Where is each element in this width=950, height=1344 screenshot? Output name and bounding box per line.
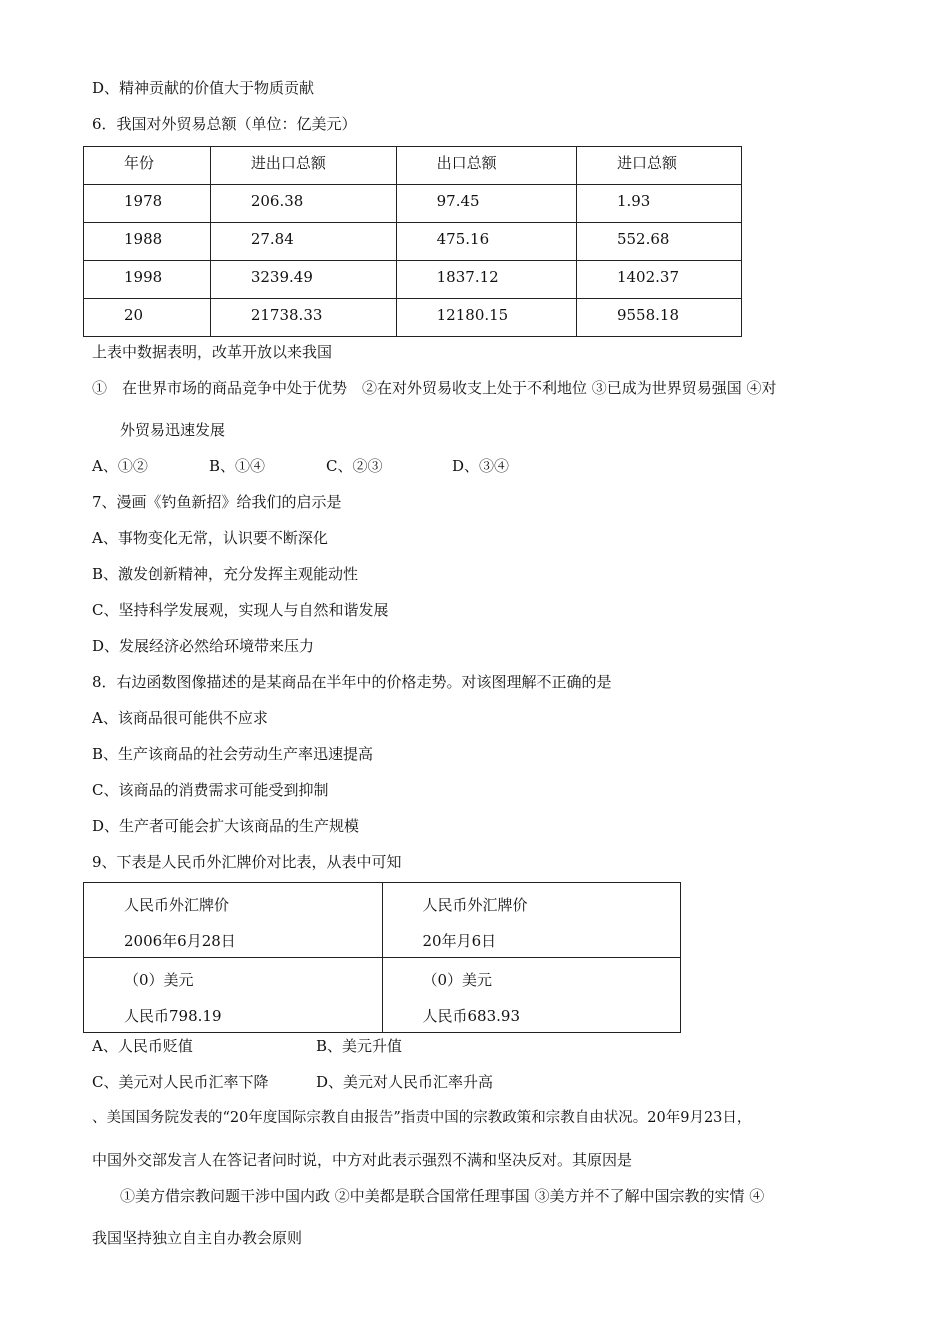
right-value: 人民币683.93 xyxy=(422,1007,520,1025)
option-b: B、美元升值 xyxy=(316,1037,403,1055)
table-cell: 206.38 xyxy=(250,192,304,210)
left-value: 人民币798.19 xyxy=(124,1007,222,1025)
table-cell: 3239.49 xyxy=(250,268,313,286)
left-unit: （0）美元 xyxy=(124,971,194,989)
table-row xyxy=(84,958,681,1033)
question-9-options-row-2 xyxy=(92,1072,493,1092)
question-10-stem-line-2: 中国外交部发言人在答记者问时说，中方对此表示强烈不满和坚决反对。其原因是 xyxy=(92,1151,633,1169)
table-row xyxy=(84,223,742,261)
question-5-option-d: D、精神贡献的价值大于物质贡献 xyxy=(92,79,315,97)
header-export: 出口总额 xyxy=(436,154,497,172)
table-cell: 552.68 xyxy=(616,230,670,248)
question-6-title: 6．我国对外贸易总额（单位：亿美元） xyxy=(92,115,357,133)
left-title: 人民币外汇牌价 xyxy=(124,896,230,914)
table-cell: 20 xyxy=(124,306,144,324)
header-total: 进出口总额 xyxy=(250,154,326,172)
question-10-stem-line-1: 、美国国务院发表的“20年度国际宗教自由报告”指责中国的宗教政策和宗教自由状况。20年9月23日， xyxy=(92,1110,752,1126)
question-9-options-row-1 xyxy=(92,1036,402,1056)
option-c: C、美元对人民币汇率下降 xyxy=(92,1073,269,1091)
question-6-options xyxy=(92,456,509,476)
table-cell: 1998 xyxy=(124,268,163,286)
question-7-option-a: A、事物变化无常，认识要不断深化 xyxy=(92,529,328,547)
table-cell: 1978 xyxy=(124,192,163,210)
question-8-option-c: C、该商品的消费需求可能受到抑制 xyxy=(92,781,329,799)
question-8-stem: 8．右边函数图像描述的是某商品在半年中的价格走势。对该图理解不正确的是 xyxy=(92,673,612,691)
option-a: A、①② xyxy=(92,457,148,475)
question-7-option-b: B、激发创新精神，充分发挥主观能动性 xyxy=(92,565,359,583)
question-7-stem: 7、漫画《钓鱼新招》给我们的启示是 xyxy=(92,493,342,511)
table-cell: 1.93 xyxy=(616,192,651,210)
table-row xyxy=(84,261,742,299)
question-6-items-line-2: 外贸易迅速发展 xyxy=(120,421,226,439)
right-title: 人民币外汇牌价 xyxy=(422,896,528,914)
question-10-items-line-1: ①美方借宗教问题干涉中国内政 ②中美都是联合国常任理事国 ③美方并不了解中国宗教的实情 ④ xyxy=(120,1187,765,1205)
left-date: 2006年6月28日 xyxy=(124,932,236,950)
question-10-items-line-2: 我国坚持独立自主自办教会原则 xyxy=(92,1229,303,1247)
table-cell: 475.16 xyxy=(436,230,490,248)
right-date: 20年月6日 xyxy=(422,932,497,950)
option-c: C、②③ xyxy=(326,457,383,475)
table-row xyxy=(84,185,742,223)
table-cell: 12180.15 xyxy=(436,306,509,324)
right-unit: （0）美元 xyxy=(422,971,493,989)
table-cell: 27.84 xyxy=(250,230,294,248)
table-cell: 9558.18 xyxy=(616,306,679,324)
table-row xyxy=(84,883,681,958)
table-cell: 1837.12 xyxy=(436,268,499,286)
table-header-row xyxy=(84,147,742,185)
question-6-items-line-1: ① 在世界市场的商品竞争中处于优势 ②在对外贸易收支上处于不利地位 ③已成为世界贸易强国 ④对 xyxy=(92,379,777,397)
table-row xyxy=(84,299,742,337)
table-cell: 1402.37 xyxy=(616,268,679,286)
question-8-option-a: A、该商品很可能供不应求 xyxy=(92,709,268,727)
question-9-stem: 9、下表是人民币外汇牌价对比表，从表中可知 xyxy=(92,853,402,871)
option-d: D、美元对人民币汇率升高 xyxy=(316,1073,494,1091)
trade-total-table xyxy=(83,146,742,337)
table-cell: 1988 xyxy=(124,230,163,248)
option-b: B、①④ xyxy=(209,457,266,475)
question-7-option-d: D、发展经济必然给环境带来压力 xyxy=(92,637,315,655)
question-8-option-b: B、生产该商品的社会劳动生产率迅速提高 xyxy=(92,745,374,763)
exchange-rate-table xyxy=(83,882,681,1033)
table-cell: 97.45 xyxy=(436,192,480,210)
question-7-option-c: C、坚持科学发展观，实现人与自然和谐发展 xyxy=(92,601,389,619)
question-8-option-d: D、生产者可能会扩大该商品的生产规模 xyxy=(92,817,360,835)
option-d: D、③④ xyxy=(452,457,510,475)
header-year: 年份 xyxy=(124,154,155,172)
question-6-stem: 上表中数据表明，改革开放以来我国 xyxy=(92,343,333,361)
option-a: A、人民币贬值 xyxy=(92,1037,193,1055)
header-import: 进口总额 xyxy=(616,154,677,172)
table-cell: 21738.33 xyxy=(250,306,323,324)
